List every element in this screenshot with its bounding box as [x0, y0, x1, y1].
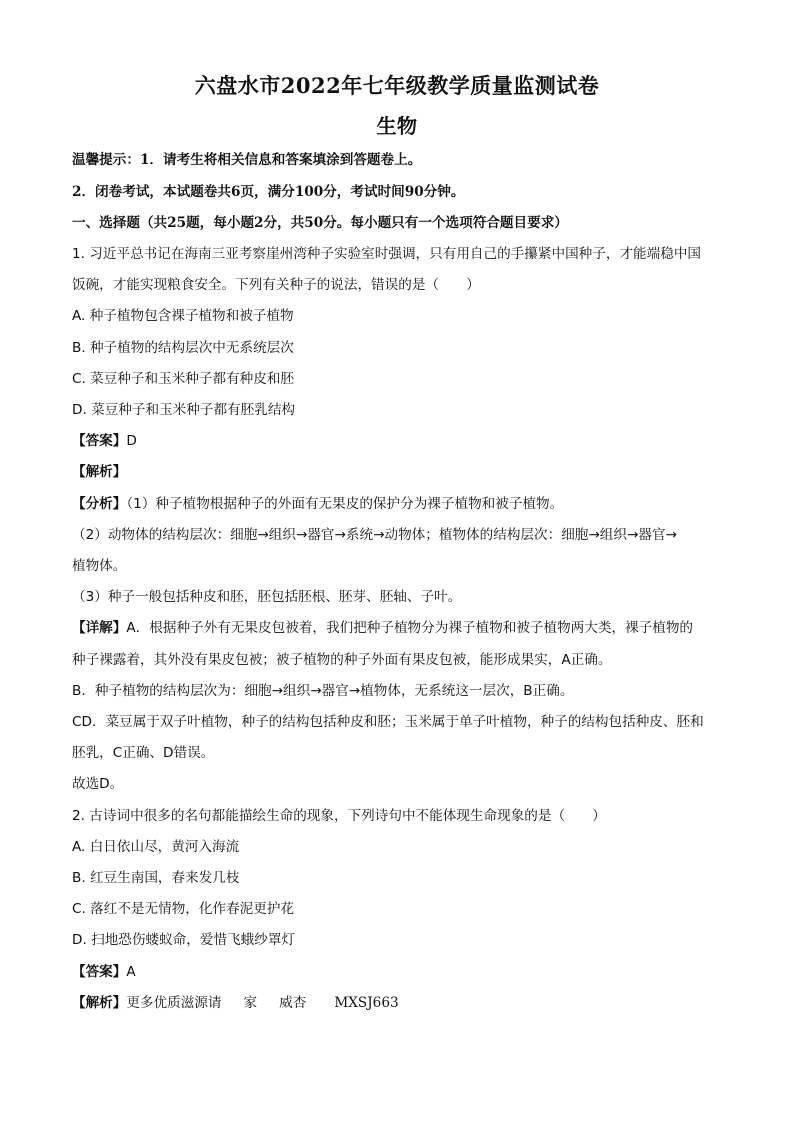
fenxi-text-1: （1）种子植物根据种子的外面有无果皮的保护分为裸子植物和被子植物。 [126, 496, 564, 512]
q2-option-d: D. 扫地恐伤蝼蚁命，爱惜飞蛾纱罩灯 [72, 932, 296, 948]
analysis-tag: 【解析】 [72, 464, 127, 480]
exam-subject: 生物 [376, 114, 418, 138]
q1-option-b: B. 种子植物的结构层次中无系统层次 [72, 340, 294, 356]
notice-line-1: 温馨提示：1．请考生将相关信息和答案填涂到答题卷上。 [72, 152, 422, 168]
analysis-tag: 【解析】 [72, 995, 127, 1011]
q2-answer-line [72, 962, 732, 982]
q1-answer-line [72, 431, 732, 451]
answer-tag: 【答案】 [72, 433, 127, 449]
q2-option-b: B. 红豆生南国，春来发几枝 [72, 870, 240, 886]
fenxi-tag: 【分析】 [72, 496, 127, 512]
watermark-text-1: 更多优质滋源请 [126, 995, 222, 1011]
watermark-text-4: MXSJ663 [334, 995, 399, 1011]
exam-title: 六盘水市2022年七年级教学质量监测试卷 [194, 73, 600, 98]
q1-fenxi-line-3: 植物体。 [72, 558, 127, 574]
answer-tag: 【答案】 [72, 964, 127, 980]
section-heading: 一、选择题（共25题，每小题2分，共50分。每小题只有一个选项符合题目要求） [72, 215, 568, 231]
q1-detail-line-5: 胚乳，C正确、D错误。 [72, 745, 215, 761]
notice-line-2: 2．闭卷考试，本试题卷共6页，满分100分，考试时间90分钟。 [72, 184, 465, 200]
q2-analysis-line [72, 993, 732, 1013]
q1-option-d: D. 菜豆种子和玉米种子都有胚乳结构 [72, 402, 296, 418]
q1-stem-line-1: 1. 习近平总书记在海南三亚考察崖州湾种子实验室时强调，只有用自己的手攥紧中国种子，才能端稳中国 [72, 246, 702, 262]
q1-detail-line-1 [72, 618, 732, 638]
q2-option-c: C. 落红不是无情物，化作春泥更护花 [72, 901, 295, 917]
q1-detail-line-4: CD．菜豆属于双子叶植物，种子的结构包括种皮和胚；玉米属于单子叶植物，种子的结构包括种皮、胚和 [72, 714, 704, 730]
watermark-text-3: 威杏 [279, 995, 307, 1011]
q1-stem-line-2: 饭碗，才能实现粮食安全。下列有关种子的说法，错误的是（ ） [72, 277, 480, 293]
q1-fenxi-line-4: （3）种子一般包括种皮和胚，胚包括胚根、胚芽、胚轴、子叶。 [72, 589, 462, 605]
q1-conclusion: 故选D。 [72, 776, 124, 792]
q2-answer: A [126, 964, 136, 980]
detail-text-1: A．根据种子外有无果皮包被着，我们把种子植物分为裸子植物和被子植物两大类，裸子植物的 [126, 620, 694, 636]
q1-fenxi-line-2: （2）动物体的结构层次：细胞→组织→器官→系统→动物体；植物体的结构层次：细胞→组织→器官→ [72, 527, 677, 543]
q1-option-c: C. 菜豆种子和玉米种子都有种皮和胚 [72, 371, 295, 387]
q1-fenxi-line-1 [72, 494, 732, 514]
q2-option-a: A. 白日依山尽，黄河入海流 [72, 839, 240, 855]
detail-tag: 【详解】 [72, 620, 127, 636]
q1-detail-line-3: B．种子植物的结构层次为：细胞→组织→器官→植物体，无系统这一层次，B正确。 [72, 683, 574, 699]
q1-answer: D [126, 433, 137, 449]
q2-stem: 2. 古诗词中很多的名句都能描绘生命的现象，下列诗句中不能体现生命现象的是（ ） [72, 808, 606, 824]
watermark-text-2: 家 [243, 995, 258, 1011]
q1-detail-line-2: 种子裸露着，其外没有果皮包被；被子植物的种子外面有果皮包被，能形成果实，A正确。 [72, 652, 612, 668]
q1-option-a: A. 种子植物包含裸子植物和被子植物 [72, 308, 294, 324]
q1-analysis-line [72, 462, 732, 482]
